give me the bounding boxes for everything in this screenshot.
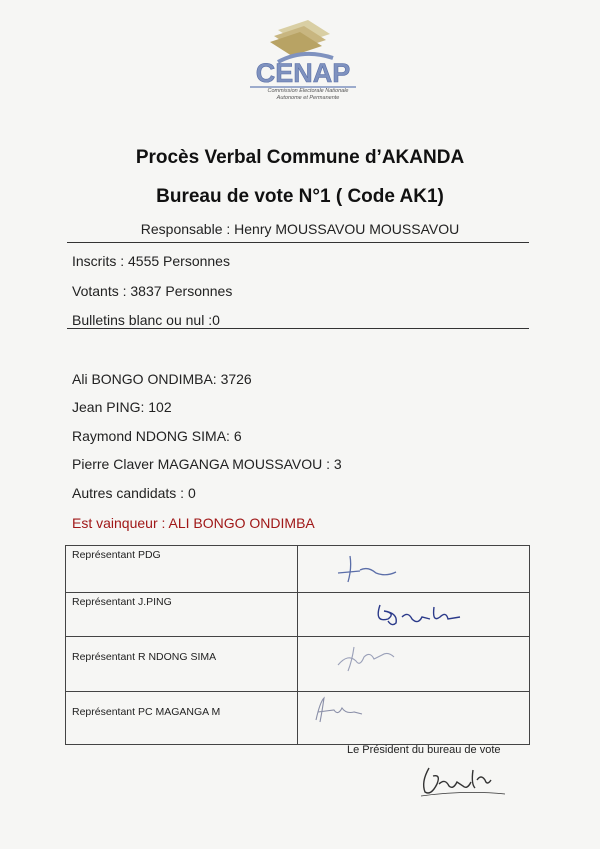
president-signature: [415, 760, 525, 805]
votants-count: Votants : 3837 Personnes: [72, 283, 233, 299]
signature-image: [298, 546, 534, 589]
signature-image: [298, 593, 534, 633]
signature-image: [298, 637, 534, 677]
responsable-line: Responsable : Henry MOUSSAVOU MOUSSAVOU: [140, 221, 460, 237]
inscrits-count: Inscrits : 4555 Personnes: [72, 253, 230, 269]
table-row: [66, 546, 530, 593]
bulletins-count: Bulletins blanc ou nul :0: [72, 312, 220, 328]
table-row: [66, 637, 530, 692]
result-line: Ali BONGO ONDIMBA: 3726: [72, 371, 252, 387]
signature-cell: [297, 593, 529, 637]
table-row: [66, 593, 530, 637]
document-title: Procès Verbal Commune d’AKANDA: [135, 147, 465, 168]
representative-label: Représentant PDG: [66, 546, 298, 593]
president-label: Le Président du bureau de vote: [347, 744, 501, 756]
representative-label: Représentant J.PING: [66, 593, 298, 637]
winner-line: Est vainqueur : ALI BONGO ONDIMBA: [72, 515, 315, 531]
logo-subtitle-line1: Commission Electorale Nationale: [267, 88, 349, 94]
signature-cell: [297, 692, 529, 745]
logo-subtitle: [248, 88, 368, 101]
result-line: Autres candidats : 0: [72, 485, 196, 501]
table-row: [66, 692, 530, 745]
representatives-table: [65, 545, 530, 745]
logo-subtitle-line2: Autonome et Permanente: [276, 94, 340, 101]
representative-label: Représentant R NDONG SIMA: [66, 637, 298, 692]
result-line: Pierre Claver MAGANGA MOUSSAVOU : 3: [72, 456, 342, 472]
representative-label: Représentant PC MAGANGA M: [66, 692, 298, 745]
signature-cell: [297, 637, 529, 692]
result-line: Jean PING: 102: [72, 399, 172, 415]
signature-image: [415, 760, 525, 800]
divider: [67, 328, 529, 329]
logo-wordmark: CENAP: [255, 58, 351, 88]
result-line: Raymond NDONG SIMA: 6: [72, 428, 242, 444]
divider: [67, 242, 529, 243]
signature-cell: [297, 546, 529, 593]
signature-image: [298, 692, 534, 730]
polling-station-title: Bureau de vote N°1 ( Code AK1): [156, 186, 444, 207]
